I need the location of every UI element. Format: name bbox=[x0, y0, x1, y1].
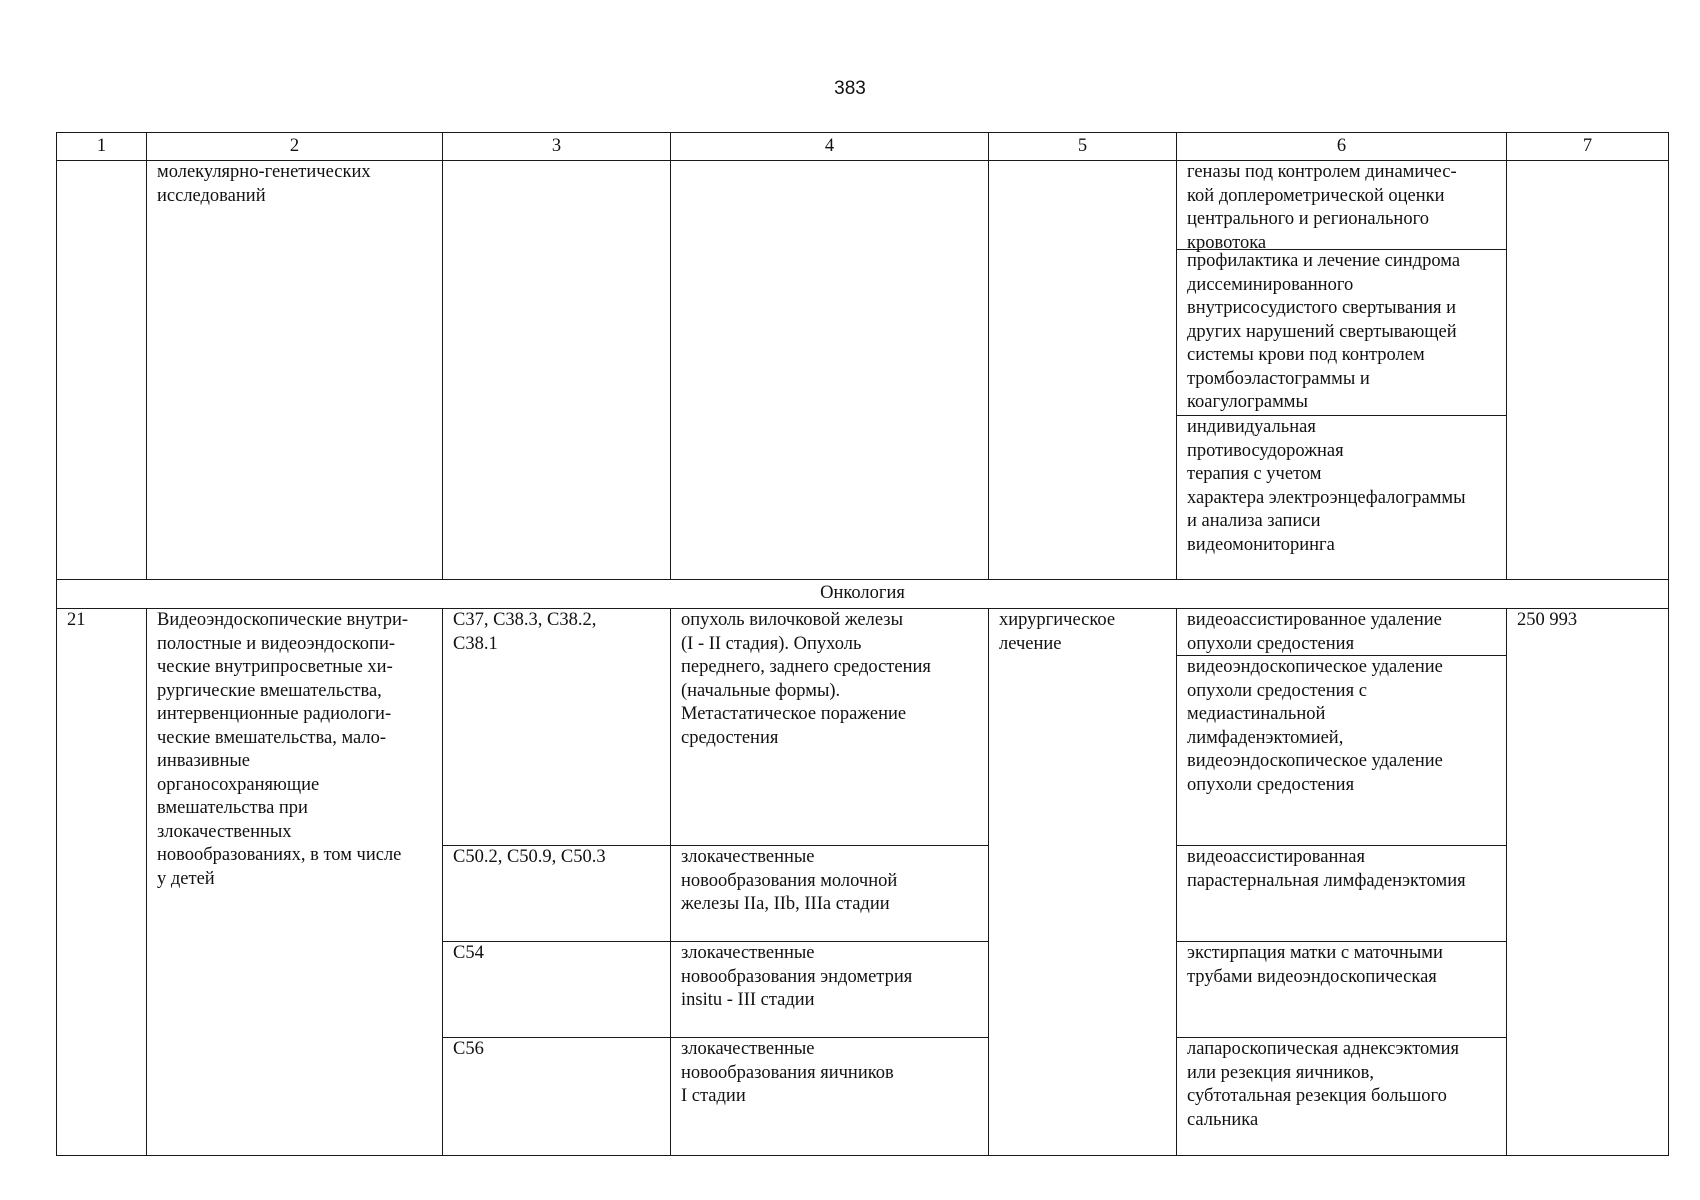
methods-cell bbox=[1177, 1038, 1507, 1156]
diagnosis-cell bbox=[671, 609, 989, 846]
treatment-method: видеоассистированная парастернальная лимфаденэктомия bbox=[1187, 847, 1466, 891]
continuation-method-3: индивидуальная противосудорожная терапия с учетом характера электроэнцефалограммы и анализа записи видеомониторинга bbox=[1187, 417, 1466, 555]
icd-codes-cell bbox=[443, 846, 671, 942]
continuation-method-1: геназы под контролем динамичес- кой доплерометрической оценки центрального и регионального кровотока bbox=[1177, 161, 1506, 250]
diagnosis: злокачественные новообразования молочной железы IIa, IIb, IIIa стадии bbox=[681, 847, 898, 914]
row-number: 21 bbox=[57, 609, 147, 1156]
continuation-treatment-cell bbox=[989, 161, 1177, 580]
column-number-3: 3 bbox=[443, 133, 671, 161]
treatment-type: хирургическое лечение bbox=[999, 610, 1116, 654]
procedure-name: Видеоэндоскопические внутри- полостные и видеоэндоскопи- ческие внутрипросветные хи- рургические вмешательства, интервенционные радиологи- ческие вмешательства, мало- инвазивные органосохраняющие вмешательства при злокачественных новообразованиях, в том числе у детей bbox=[157, 610, 409, 889]
diagnosis: злокачественные новообразования яичников I стадии bbox=[681, 1039, 894, 1106]
treatment-type-cell bbox=[989, 609, 1177, 1156]
procedure-name-cell bbox=[147, 609, 443, 1156]
column-number-2: 2 bbox=[147, 133, 443, 161]
icd-codes: C37, C38.3, C38.2, C38.1 bbox=[453, 610, 597, 654]
treatment-method: экстирпация матки с маточными трубами видеоэндоскопическая bbox=[1187, 943, 1443, 987]
diagnosis: злокачественные новообразования эндометрия insitu - III стадии bbox=[681, 943, 913, 1010]
cost-cell bbox=[1507, 609, 1669, 1156]
icd-codes: C56 bbox=[453, 1039, 484, 1059]
icd-codes-cell bbox=[443, 942, 671, 1038]
diagnosis-cell bbox=[671, 846, 989, 942]
continuation-num-cell bbox=[57, 161, 147, 580]
icd-codes-cell bbox=[443, 609, 671, 846]
diagnosis: опухоль вилочковой железы (I - II стадия). Опухоль переднего, заднего средостения (начальные формы). Метастатическое поражение средостения bbox=[681, 610, 931, 748]
column-number-4: 4 bbox=[671, 133, 989, 161]
medical-care-table bbox=[56, 132, 1669, 1156]
page-number: 383 bbox=[834, 78, 866, 99]
column-number-7: 7 bbox=[1507, 133, 1669, 161]
continuation-row bbox=[57, 161, 1669, 580]
continuation-diagnosis-cell bbox=[671, 161, 989, 580]
continuation-method-2: профилактика и лечение синдрома диссеминированного внутрисосудистого свертывания и других нарушений свертывающей системы крови под контролем тромбоэластограммы и коагулограммы bbox=[1177, 250, 1506, 416]
column-number-5: 5 bbox=[989, 133, 1177, 161]
methods-cell bbox=[1177, 609, 1507, 846]
icd-codes: C54 bbox=[453, 943, 484, 963]
section-row bbox=[57, 580, 1669, 609]
column-number-6: 6 bbox=[1177, 133, 1507, 161]
diagnosis-cell bbox=[671, 942, 989, 1038]
table-row-21-item-1 bbox=[57, 609, 1669, 846]
treatment-method: видеоэндоскопическое удаление опухоли средостения с медиастинальной лимфаденэктомией, видеоэндоскопическое удаление опухоли средостения bbox=[1187, 657, 1443, 795]
continuation-name-cell bbox=[147, 161, 443, 580]
icd-codes: C50.2, C50.9, C50.3 bbox=[453, 847, 606, 867]
column-number-1: 1 bbox=[57, 133, 147, 161]
cost: 250 993 bbox=[1517, 610, 1578, 630]
treatment-method: видеоассистированное удаление опухоли средостения bbox=[1177, 609, 1506, 656]
diagnosis-cell bbox=[671, 1038, 989, 1156]
continuation-cost-cell bbox=[1507, 161, 1669, 580]
column-number-row bbox=[57, 133, 1669, 161]
methods-cell bbox=[1177, 846, 1507, 942]
section-title: Онкология bbox=[57, 580, 1669, 609]
continuation-methods-cell bbox=[1177, 161, 1507, 580]
continuation-name-text: молекулярно-генетических исследований bbox=[157, 162, 371, 206]
methods-cell bbox=[1177, 942, 1507, 1038]
icd-codes-cell bbox=[443, 1038, 671, 1156]
continuation-codes-cell bbox=[443, 161, 671, 580]
treatment-method: лапароскопическая аднексэктомия или резекция яичников, субтотальная резекция большого сальника bbox=[1187, 1039, 1460, 1130]
